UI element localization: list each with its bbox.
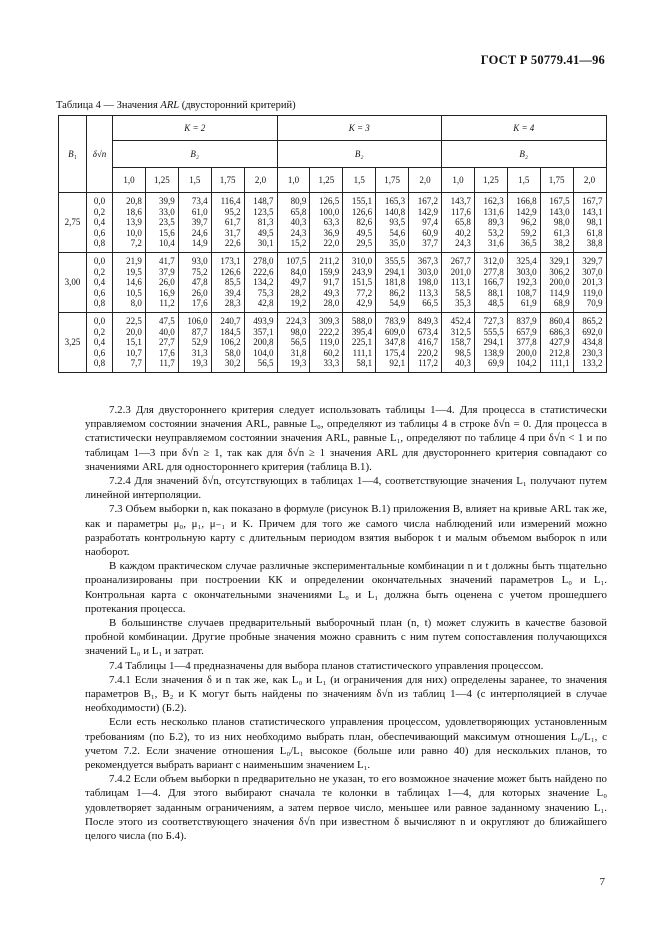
arl-cell-k3: 167,2 142,9 97,4 60,9 37,7	[409, 193, 442, 253]
arl-cell-k2: 278,0 222,6 134,2 75,3 42,8	[244, 252, 277, 312]
caption-prefix: Таблица 4 — Значения	[56, 100, 161, 111]
arl-cell-k2: 240,7 184,5 106,2 58,0 30,2	[211, 312, 244, 372]
table-row	[59, 193, 607, 253]
b2-value-header: 1,0	[113, 168, 146, 193]
paragraph: 7.4 Таблицы 1—4 предназначены для выбора планов статистического управления процессом.	[109, 659, 544, 672]
arl-cell-k3: 588,0 395,4 225,1 111,1 58,1	[343, 312, 376, 372]
b2-header-k2: B₂	[113, 141, 278, 168]
arl-cell-k3: 367,3 303,0 198,0 113,3 66,5	[409, 252, 442, 312]
b2-value-header: 1,5	[343, 168, 376, 193]
b2-values-row	[59, 168, 607, 193]
paragraph: 7.2.4 Для значений δ√n, отсутствующих в таблицах 1—4, соответствующие значения L₁ получают путем линейной интерполяции.	[85, 475, 607, 502]
b2-header-k4: B₂	[442, 141, 607, 168]
b2-value-header: 2,0	[573, 168, 606, 193]
b1-value: 2,75	[59, 193, 87, 253]
arl-cell-k4: 166,8 142,9 96,2 59,2 36,5	[507, 193, 540, 253]
arl-cell-k2: 173,1 126,6 85,5 39,4 28,3	[211, 252, 244, 312]
arl-cell-k2: 116,4 95,2 61,7 31,7 22,6	[211, 193, 244, 253]
table-caption	[56, 100, 296, 111]
b2-header-k3: B₂	[277, 141, 442, 168]
page-number: 7	[599, 876, 605, 888]
caption-arl: ARL	[160, 100, 180, 111]
paragraph: 7.3 Объем выборки n, как показано в формуле (рисунок В.1) приложения В, влияет на кривые ARL так же, как и параметры μ₀, μ₁, μ₋₁ и K. Причем для того же самого числа наблюдений или измерений можно разработать контрольную карту с длительным периодом взятия выборок t и малым объемом выборок n или наоборот.	[85, 503, 607, 559]
b2-header-row	[59, 141, 607, 168]
arl-cell-k2: 20,8 18,6 13,9 10,0 7,2	[113, 193, 146, 253]
arl-cell-k4: 325,4 303,0 192,3 108,7 61,9	[507, 252, 540, 312]
arl-cell-k2: 39,9 33,0 23,5 15,6 10,4	[145, 193, 178, 253]
b2-value-header: 2,0	[244, 168, 277, 193]
arl-cell-k4: 837,9 657,9 377,8 200,0 104,2	[507, 312, 540, 372]
b2-value-header: 1,25	[145, 168, 178, 193]
arl-cell-k2: 41,7 37,9 26,0 16,9 11,2	[145, 252, 178, 312]
arl-cell-k2: 21,9 19,5 14,6 10,5 8,0	[113, 252, 146, 312]
b2-value-header: 1,25	[474, 168, 507, 193]
arl-cell-k3: 310,0 243,9 151,5 77,2 42,9	[343, 252, 376, 312]
paragraph: 7.2.3 Для двустороннего критерия следует использовать таблицы 1—4. Для процесса в статистически управляемом состоянии значения ARL, равные L₀, определяют из таблицы 4 в строке δ√n = 0. Для процесса в статистически неуправляемом состоянии значения ARL, равные L₁, определяют по таблице 4 при δ√n < 1 и по таблицам 1—3 при δ√n ≥ 1, так как для δ√n ≥ 1 значения ARL для двустороннего критерия совпадают со значениями ARL для одностороннего критерия (таблица В.1).	[85, 404, 607, 473]
arl-cell-k4: 162,3 131,6 89,3 53,2 31,6	[474, 193, 507, 253]
arl-cell-k3: 783,9 609,0 347,8 175,4 92,1	[376, 312, 409, 372]
arl-cell-k2: 148,7 123,5 81,3 49,5 30,1	[244, 193, 277, 253]
arl-cell-k4: 860,4 686,3 427,9 212,8 111,1	[540, 312, 573, 372]
arl-cell-k4: 452,4 312,5 158,7 98,5 40,3	[442, 312, 475, 372]
arl-cell-k3: 211,2 159,9 91,7 49,3 28,0	[310, 252, 343, 312]
arl-cell-k4: 312,0 277,8 166,7 88,1 48,5	[474, 252, 507, 312]
paragraph: Если есть несколько планов статистического управления процессом, удовлетворяющих установленным требованиям (по Б.2), то из них необходимо выбрать план, обеспечивающий максимум отношения L₀/L₁, с учетом 7.2. Если значение отношения L₀/L₁ высокое (больше или равно 40) для нескольких планов, то рекомендуется выбрать вариант с наименьшим значением L₁.	[85, 716, 607, 772]
delta-values: 0,0 0,2 0,4 0,6 0,8	[87, 252, 113, 312]
caption-suffix: (двусторонний критерий)	[179, 100, 296, 111]
paragraph: В каждом практическом случае различные экспериментальные комбинации n и t должны быть тщательно проанализированы при построении КК и определении окончательных значений параметров L₀ и L₁. Контрольная карта с окончательными значениями L₀ и L₁ должна быть оценена с учетом прошедшего протекания процесса.	[85, 560, 607, 615]
b2-value-header: 1,75	[376, 168, 409, 193]
b2-value-header: 1,75	[211, 168, 244, 193]
arl-cell-k4: 167,7 143,1 98,1 61,8 38,8	[573, 193, 606, 253]
arl-cell-k4: 329,7 307,0 201,3 119,0 70,9	[573, 252, 606, 312]
b2-value-header: 1,5	[178, 168, 211, 193]
arl-cell-k3: 309,3 222,2 119,0 60,2 33,3	[310, 312, 343, 372]
arl-cell-k2: 493,9 357,1 200,8 104,0 56,5	[244, 312, 277, 372]
paragraph: 7.4.1 Если значения δ и n так же, как L₀ и L₁ (и ограничения для них) определены заранее, то значения параметров B₁, B₂ и K могут быть найдены по значениям δ√n из таблиц 1—4 (с интерполяцией в случае необходимости) (Б.2).	[85, 673, 607, 715]
b1-value: 3,00	[59, 252, 87, 312]
arl-cell-k2: 22,5 20,0 15,1 10,7 7,7	[113, 312, 146, 372]
arl-cell-k4: 143,7 117,6 65,8 40,2 24,3	[442, 193, 475, 253]
arl-cell-k4: 167,5 143,0 98,0 61,3 38,2	[540, 193, 573, 253]
col-dsn-header: δ√n	[87, 116, 113, 193]
b2-value-header: 1,0	[442, 168, 475, 193]
table-row	[59, 252, 607, 312]
paragraph: 7.4.2 Если объем выборки n предварительно не указан, то его возможное значение может быть найдено по таблицам 1—4. Для этого выбирают сначала те колонки в таблицах 1—4, для которых значение L₀ удовлетворяет заданным ограничениям, а затем первое число, меньшее или равное заданному значению L₁. После этого из соответствующего значения δ√n при известном δ вычисляют n и округляют до ближайшего целого числа (по Б.4).	[85, 773, 607, 843]
k2-header: K = 2	[113, 116, 278, 141]
arl-cell-k3: 224,3 98,0 56,5 31,8 19,3	[277, 312, 310, 372]
arl-table	[58, 115, 607, 373]
arl-cell-k4: 329,1 306,2 200,0 114,9 68,9	[540, 252, 573, 312]
col-b1-header: B₁	[59, 116, 87, 193]
arl-cell-k3: 107,5 84,0 49,7 28,2 19,2	[277, 252, 310, 312]
arl-cell-k3: 155,1 126,6 82,6 49,5 29,5	[343, 193, 376, 253]
arl-cell-k4: 865,2 692,0 434,8 230,3 133,2	[573, 312, 606, 372]
k-header-row	[59, 116, 607, 141]
arl-cell-k2: 73,4 61,0 39,7 24,6 14,9	[178, 193, 211, 253]
b2-value-header: 2,0	[409, 168, 442, 193]
k3-header: K = 3	[277, 116, 442, 141]
arl-cell-k2: 47,5 40,0 27,7 17,6 11,7	[145, 312, 178, 372]
delta-values: 0,0 0,2 0,4 0,6 0,8	[87, 193, 113, 253]
arl-cell-k4: 727,3 555,5 294,1 138,9 69,9	[474, 312, 507, 372]
b2-value-header: 1,5	[507, 168, 540, 193]
table-row	[59, 312, 607, 372]
k4-header: K = 4	[442, 116, 607, 141]
arl-cell-k4: 267,7 201,0 113,1 58,5 35,3	[442, 252, 475, 312]
arl-cell-k3: 126,5 100,0 63,3 36,9 22,0	[310, 193, 343, 253]
arl-cell-k3: 849,3 673,4 416,7 220,2 117,2	[409, 312, 442, 372]
b2-value-header: 1,0	[277, 168, 310, 193]
b1-value: 3,25	[59, 312, 87, 372]
arl-cell-k3: 355,5 294,1 181,8 86,2 54,9	[376, 252, 409, 312]
document-id: ГОСТ Р 50779.41—96	[480, 53, 605, 67]
body-text	[85, 403, 607, 843]
delta-values: 0,0 0,2 0,4 0,6 0,8	[87, 312, 113, 372]
paragraph: В большинстве случаев предварительный выборочный план (n, t) может служить в качестве базовой пробной комбинации. Другие пробные значения можно сравнить с ним путем сопоставления получающихся значений L₀ и L₁ и затрат.	[85, 617, 607, 658]
b2-value-header: 1,25	[310, 168, 343, 193]
arl-cell-k3: 165,3 140,8 93,5 54,6 35,0	[376, 193, 409, 253]
b2-value-header: 1,75	[540, 168, 573, 193]
arl-cell-k2: 93,0 75,2 47,8 26,0 17,6	[178, 252, 211, 312]
arl-cell-k2: 106,0 87,7 52,9 31,3 19,3	[178, 312, 211, 372]
arl-cell-k3: 80,9 65,8 40,3 24,3 15,2	[277, 193, 310, 253]
